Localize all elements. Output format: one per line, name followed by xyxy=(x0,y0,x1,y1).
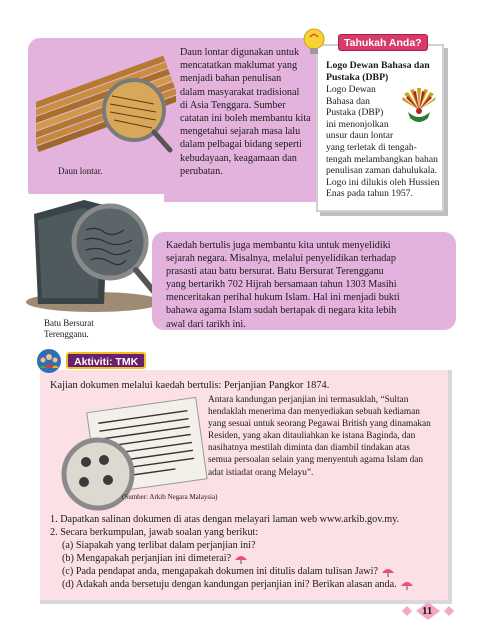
tahukah-anda-label: Tahukah Anda? xyxy=(338,34,428,51)
perjanjian-quote: Antara kandungan perjanjian ini termasuklah, “Sultan hendaklah menerima dan menyediakan sebuah kediaman yang sesuai untuk seorang Pegawai British yang dinamakan Residen, yang akan ditauliahkan ke istana Baginda, dan nasihatnya mestilah diminta dan diambil tindakan atas semua persoalan selain yang menyentuh agama Islam dan adat istiadat orang Melayu”. xyxy=(208,395,431,478)
umbrella-icon xyxy=(400,580,414,590)
umbrella-icon xyxy=(234,554,248,564)
batu-panel xyxy=(152,232,456,330)
question-2d: (d) Adakah anda bersetuju dengan kandungan perjanjian ini? Berikan alasan anda. xyxy=(50,578,448,591)
tahukah-paragraph: Logo Dewan Bahasa dan Pustaka (DBP) ini menonjolkan unsur daun lontar yang terletak di tengah- tengah melambangkan bahan penulisan zaman dahulukala. Logo ini dilukis oleh Hussien Enas pada tahun 1957. xyxy=(326,84,440,200)
lontar-paragraph: Daun lontar digunakan untuk mencatatkan maklumat yang menjadi bahan penulisan dalam masyarakat tradisional di Asia Tenggara. Sumber catatan ini boleh membantu kita mengetahui sejarah masa lalu dalam pelbagai bidang seperti kebudayaan, keagamaan dan perubatan. xyxy=(180,47,311,177)
question-2a: (a) Siapakah yang terlibat dalam perjanjian ini? xyxy=(62,540,256,551)
batu-bersurat-image xyxy=(24,194,164,312)
aktiviti-tmk-badge xyxy=(36,348,176,374)
page-number xyxy=(392,601,462,621)
lontar-caption: Daun lontar. xyxy=(58,166,103,176)
tmk-intro: Kajian dokumen melalui kaedah bertulis: Perjanjian Pangkor 1874. xyxy=(50,380,330,391)
tahukah-anda-box xyxy=(316,44,444,212)
umbrella-icon xyxy=(381,567,395,577)
tmk-questions xyxy=(50,513,448,591)
lontar-leaves-image xyxy=(36,48,176,158)
question-1: 1. Dapatkan salinan dokumen di atas dengan melayari laman web www.arkib.gov.my. xyxy=(50,514,400,525)
people-network-icon xyxy=(36,348,62,374)
batu-caption: Batu Bersurat Terengganu. xyxy=(44,318,94,339)
tahukah-anda-badge xyxy=(302,28,452,56)
lontar-panel xyxy=(28,38,326,202)
aktiviti-tmk-label: Aktiviti: TMK xyxy=(66,352,146,369)
question-2c: (c) Pada pendapat anda, mengapakah dokumen ini ditulis dalam tulisan Jawi? xyxy=(50,565,448,578)
lightbulb-icon xyxy=(302,28,326,56)
source-caption: (Sumber: Arkib Negara Malaysia) xyxy=(122,493,218,501)
tahukah-title: Logo Dewan Bahasa dan Pustaka (DBP) xyxy=(326,60,430,83)
aktiviti-tmk-panel xyxy=(40,370,452,604)
page-number-text: 11 xyxy=(422,605,433,617)
dbp-logo-icon xyxy=(400,88,438,128)
batu-paragraph: Kaedah bertulis juga membantu kita untuk menyelidiki sejarah negara. Misalnya, melalui penyelidikan terhadap prasasti atau batu bersurat. Batu Bersurat Terengganu yang bertarikh 702 Hijrah bersamaan tahun 1303 Masihi menceritakan perihal hukum Islam. Hal ini menjadi bukti bahawa agama Islam sudah bertapak di negara kita lebih awal dari tarikh ini. xyxy=(166,240,400,330)
question-2b: (b) Mengapakah perjanjian ini dimeterai? xyxy=(50,552,448,565)
question-2: 2. Secara berkumpulan, jawab soalan yang berikut: xyxy=(50,527,259,538)
